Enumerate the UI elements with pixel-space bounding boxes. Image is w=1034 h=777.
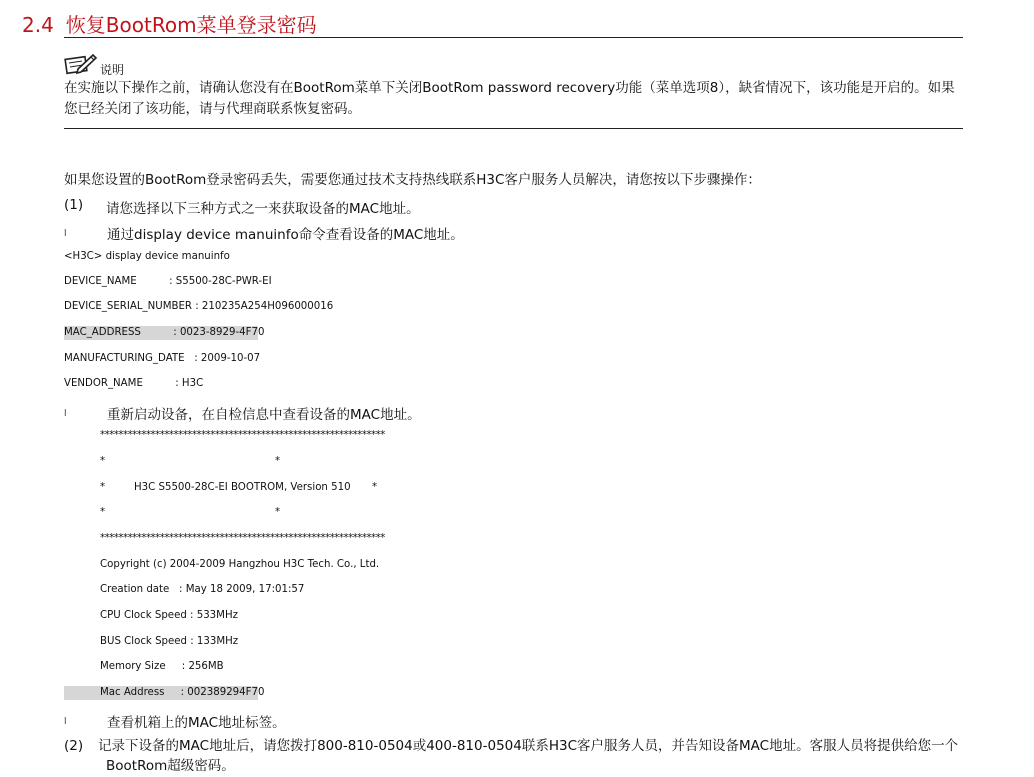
cmd-line-1-text: DEVICE_NAME : S5500-28C-PWR-EI	[64, 276, 272, 287]
step2-number: (2)	[64, 738, 84, 754]
note-text: 在实施以下操作之前，请确认您没有在BootRom菜单下关闭BootRom password recovery功能（菜单选项8），缺省情况下，该功能是开启的。如果您已经关闭了该功能，请与代理商联系恢复密码。	[64, 80, 955, 117]
bullet3-mark: l	[64, 717, 67, 727]
heading-rule	[64, 37, 963, 38]
boot-star-right-1: *	[275, 456, 281, 467]
cmd-line-3	[64, 327, 264, 338]
cmd-line-0: <H3C> display device manuinfo	[64, 251, 230, 262]
note-pencil-icon	[64, 52, 98, 76]
boot-bus-speed: BUS Clock Speed : 133MHz	[100, 636, 239, 647]
boot-star-right-2: *	[372, 482, 378, 493]
cmd-line-2-text: DEVICE_SERIAL_NUMBER : 210235A254H096000016	[64, 301, 334, 312]
bullet1-text: 通过display device manuinfo命令查看设备的MAC地址。	[107, 227, 464, 243]
cmd-line-5-text: VENDOR_NAME : H3C	[64, 378, 204, 389]
cmd-line-3-text: MAC_ADDRESS : 0023-8929-4F70	[64, 327, 265, 338]
cmd-line-4	[64, 353, 260, 364]
step1-text: 请您选择以下三种方式之一来获取设备的MAC地址。	[106, 201, 420, 217]
boot-copyright: Copyright (c) 2004-2009 Hangzhou H3C Tech. Co., Ltd.	[100, 559, 380, 570]
boot-creation-date: Creation date : May 18 2009, 17:01:57	[100, 584, 305, 595]
step1-number: (1)	[64, 197, 84, 213]
note-label: 说明	[100, 63, 125, 77]
boot-banner: H3C S5500-28C-EI BOOTROM, Version 510	[134, 482, 351, 493]
cmd-line-2	[64, 301, 333, 312]
cmd-line-4-text: MANUFACTURING_DATE : 2009-10-07	[64, 353, 261, 364]
boot-star-left-1: *	[100, 456, 106, 467]
bullet1-mark: l	[64, 229, 67, 239]
cmd-line-1	[64, 276, 272, 287]
boot-star-left-3: *	[100, 507, 106, 518]
section-title: 恢复BootRom菜单登录密码	[65, 13, 317, 37]
cmd-line-5	[64, 378, 203, 389]
boot-mac-address: Mac Address : 002389294F70	[100, 687, 265, 698]
step2	[64, 736, 969, 776]
section-heading	[22, 9, 317, 38]
boot-cpu-speed: CPU Clock Speed : 533MHz	[100, 610, 238, 621]
bullet2-mark: l	[64, 409, 67, 419]
bullet2-text: 重新启动设备，在自检信息中查看设备的MAC地址。	[107, 407, 421, 423]
note-rule	[64, 128, 963, 129]
boot-star-left-2: *	[100, 482, 106, 493]
boot-stars-top: **************************************************************	[100, 430, 385, 441]
intro-text: 如果您设置的BootRom登录密码丢失，需要您通过技术支持热线联系H3C客户服务人员解决，请您按以下步骤操作：	[64, 172, 761, 188]
step2-text: 记录下设备的MAC地址后，请您拨打800-810-0504或400-810-0504联系H3C客户服务人员，并告知设备MAC地址。客服人员将提供给您一个BootRom超级密码。	[98, 738, 959, 774]
boot-star-right-3: *	[275, 507, 281, 518]
boot-memory-size: Memory Size : 256MB	[100, 661, 224, 672]
section-number: 2.4	[22, 13, 54, 37]
boot-stars-bottom: **************************************************************	[100, 533, 385, 544]
bullet3-text: 查看机箱上的MAC地址标签。	[107, 715, 286, 731]
